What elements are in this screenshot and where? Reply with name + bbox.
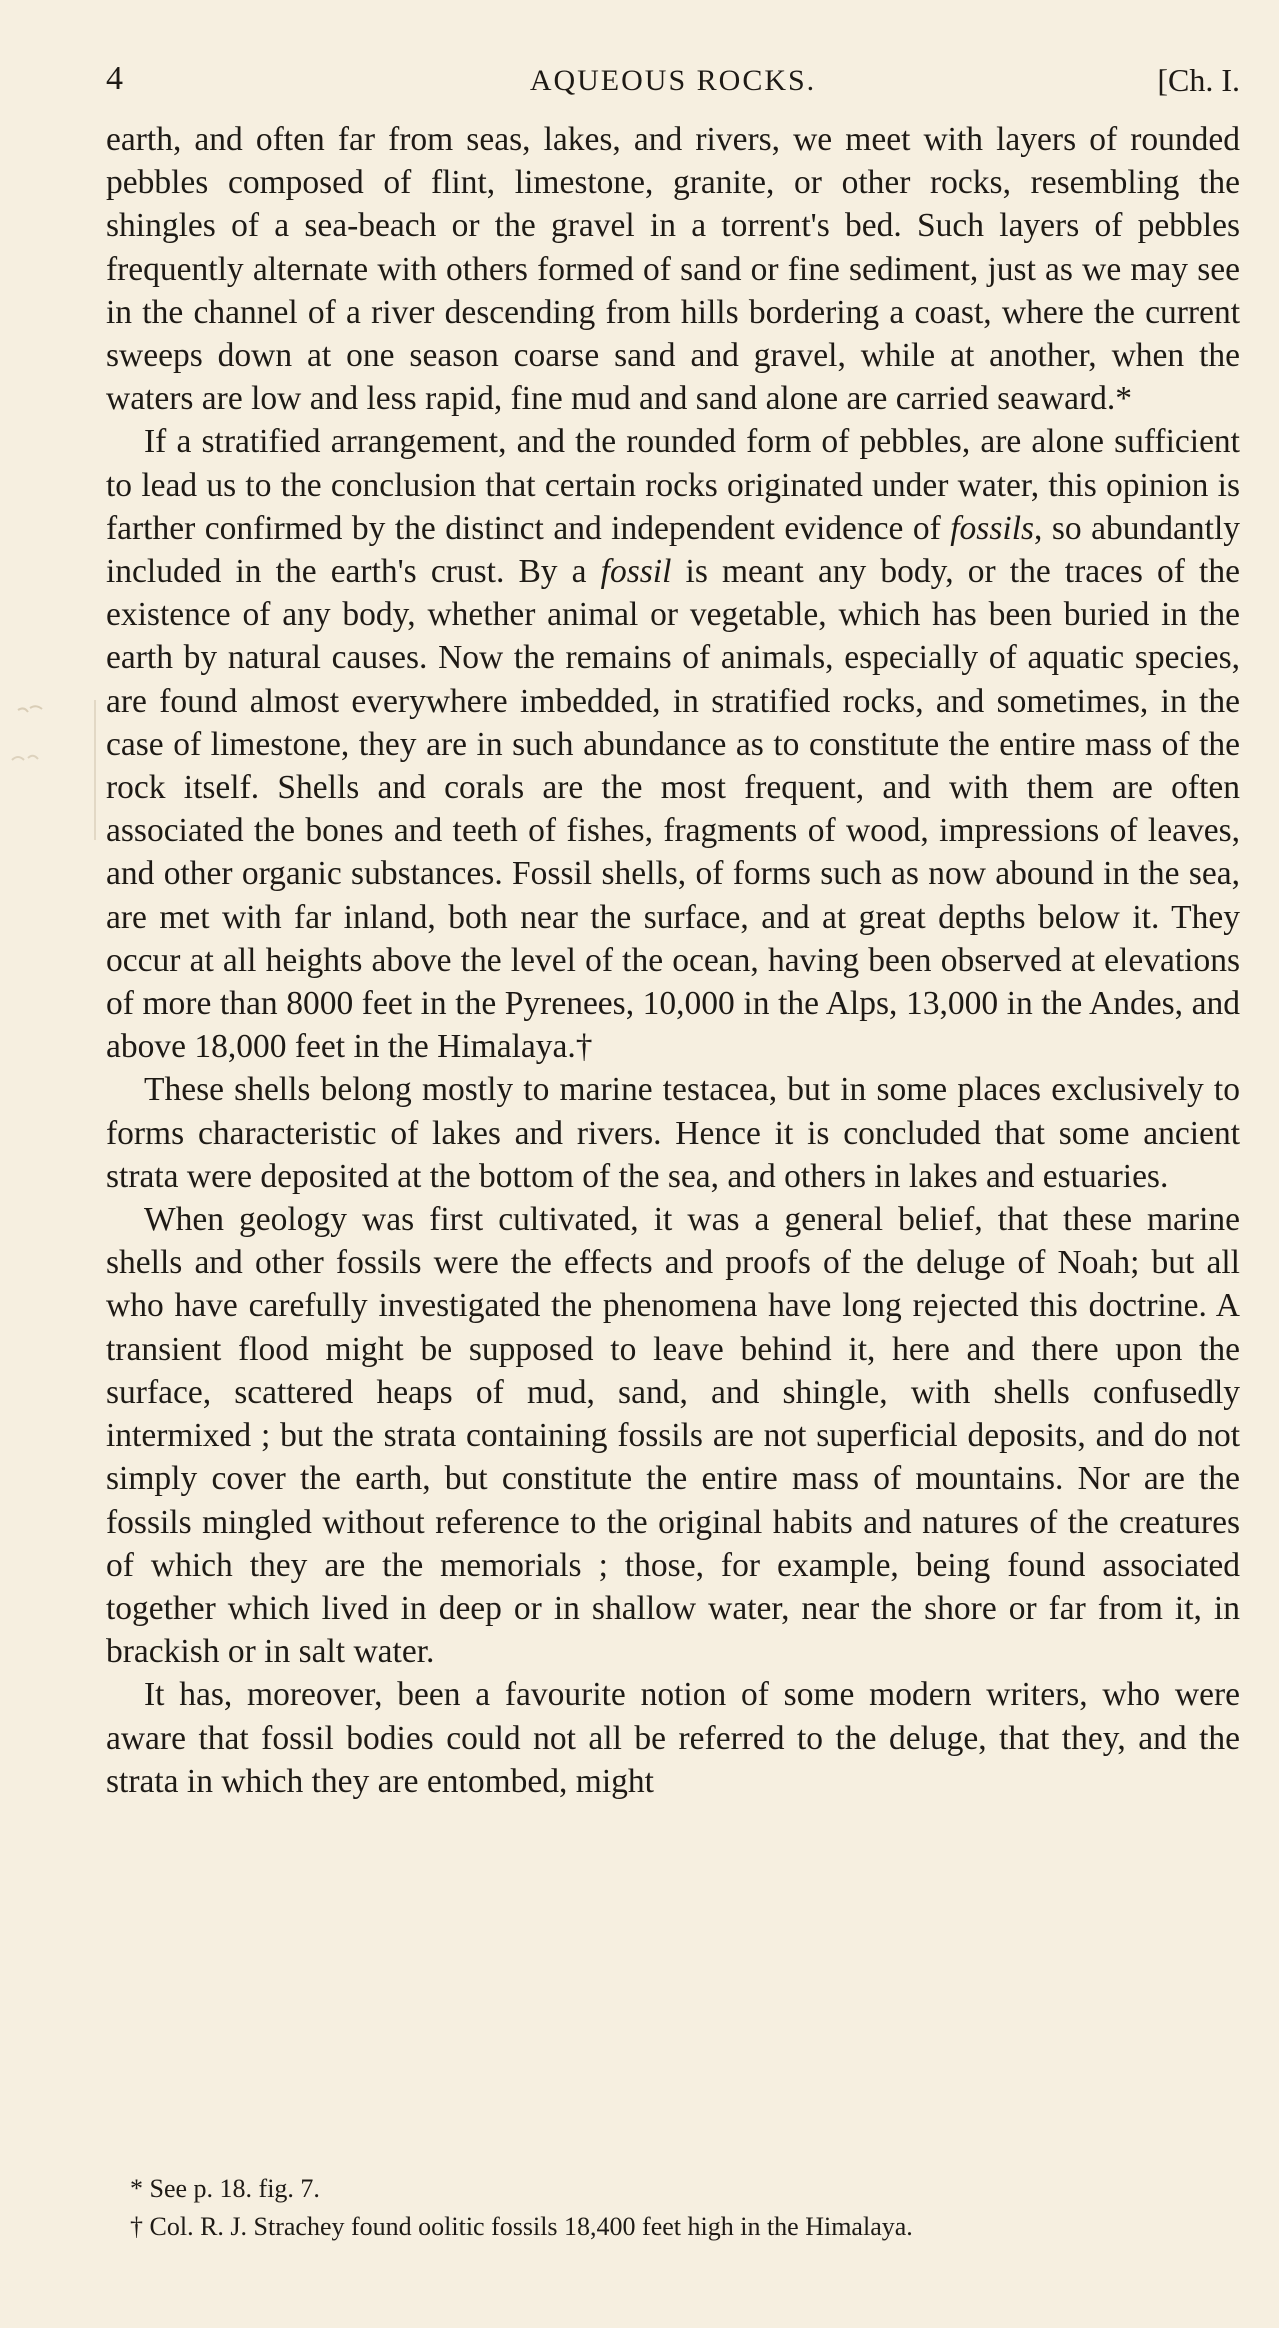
running-title: AQUEOUS ROCKS. <box>529 64 817 97</box>
emphasis: fossils <box>950 509 1035 547</box>
footnotes <box>130 2170 1240 2246</box>
body-text <box>106 118 1240 1803</box>
page-number: 4 <box>106 60 123 97</box>
paragraph: If a stratified arrangement, and the rounded form of pebbles, are alone sufficient to lead us to the conclusion that certain rocks originated under water, this opinion is farther confirmed by the distinct and independent evidence of fossils, so abundantly included in the earth's crust. By a fossil is meant any body, or the traces of the existence of any body, whether animal or vegetable, which has been buried in the earth by natural causes. Now the remains of animals, especially of aquatic species, are found almost everywhere imbedded, in stratified rocks, and sometimes, in the case of limestone, they are in such abundance as to constitute the entire mass of the rock itself. Shells and corals are the most frequent, and with them are often associated the bones and teeth of fishes, fragments of wood, impressions of leaves, and other organic substances. Fossil shells, of forms such as now abound in the sea, are met with far inland, both near the surface, and at great depths below it. They occur at all heights above the level of the ocean, having been observed at elevations of more than 8000 feet in the Pyrenees, 10,000 in the Alps, 13,000 in the Andes, and above 18,000 feet in the Himalaya.† <box>106 423 1240 1066</box>
running-header <box>106 60 1240 110</box>
paragraph: These shells belong mostly to marine testacea, but in some places exclusively to forms characteristic of lakes and rivers. Hence it is concluded that some ancient strata were deposited at the bottom of the sea, and others in lakes and estuaries. <box>106 1071 1240 1195</box>
footnote: † Col. R. J. Strachey found oolitic fossils 18,400 feet high in the Himalaya. <box>130 2212 913 2241</box>
chapter-label: [Ch. I. <box>1157 62 1240 98</box>
emphasis: fossil <box>600 553 672 591</box>
paragraph: When geology was first cultivated, it was a general belief, that these marine shells and other fossils were the effects and proofs of the deluge of Noah; but all who have carefully investigated the phenomena have long rejected this doctrine. A transient flood might be supposed to leave behind it, here and there upon the surface, scattered heaps of mud, sand, and shingle, with shells confusedly intermixed ; but the strata containing fossils are not superficial deposits, and do not simply cover the earth, but constitute the entire mass of mountains. Nor are the fossils mingled without reference to the original habits and natures of the creatures of which they are the memorials ; those, for example, being found associated together which lived in deep or in shallow water, near the shore or far from it, in brackish or in salt water. <box>106 1201 1240 1671</box>
paragraph: earth, and often far from seas, lakes, and rivers, we meet with layers of rounded pebbles composed of flint, limestone, granite, or other rocks, resembling the shingles of a sea-beach or the gravel in a torrent's bed. Such layers of pebbles frequently alternate with others formed of sand or fine sediment, just as we may see in the channel of a river descending from hills bordering a coast, where the current sweeps down at one season coarse sand and gravel, while at another, when the waters are low and less rapid, fine mud and sand alone are carried seaward.* <box>106 121 1240 418</box>
margin-offset-marks <box>0 690 100 850</box>
footnote: * See p. 18. fig. 7. <box>130 2174 320 2203</box>
paragraph: It has, moreover, been a favourite notion of some modern writers, who were aware that fossil bodies could not all be referred to the deluge, that they, and the strata in which they are entombed, might <box>106 1676 1240 1800</box>
